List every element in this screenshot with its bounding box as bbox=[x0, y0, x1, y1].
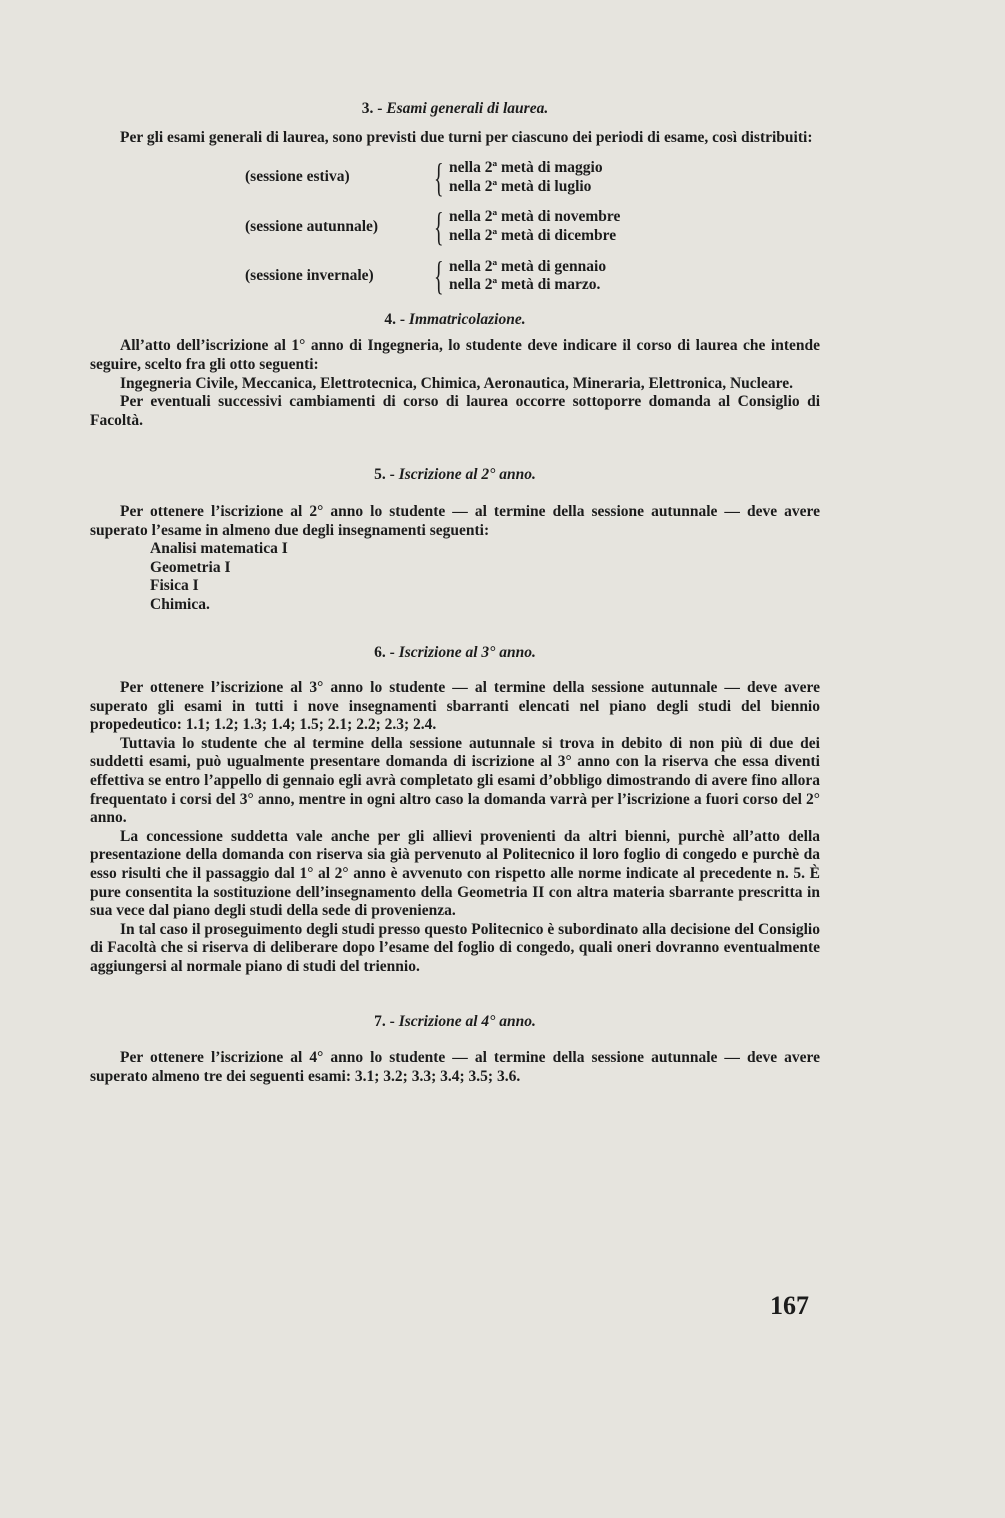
brace: { bbox=[434, 154, 444, 200]
session-months bbox=[449, 258, 606, 295]
section-6-paragraph: In tal caso il proseguimento degli studi presso questo Politecnico è subordinato alla decisione del Consiglio di Facoltà che si riserva di deliberare dopo l’esame del foglio di congedo, quali oneri dovranno eventualmente aggiungersi al normale piano di studi del triennio. bbox=[90, 920, 820, 975]
section-7-heading bbox=[90, 1013, 820, 1032]
section-3-title: Esami generali di laurea. bbox=[386, 100, 549, 117]
subject-item: Geometria I bbox=[150, 558, 231, 576]
section-4-paragraph: Ingegneria Civile, Meccanica, Elettrotecnica, Chimica, Aeronautica, Mineraria, Elettronica, Nucleare. bbox=[120, 374, 793, 392]
session-month: nella 2ª metà di dicembre bbox=[449, 226, 617, 244]
section-5-heading bbox=[90, 466, 820, 485]
section-5-title: Iscrizione al 2° anno. bbox=[398, 466, 536, 484]
session-month: nella 2ª metà di gennaio bbox=[449, 257, 607, 275]
exam-sessions bbox=[245, 154, 820, 299]
session-label: (sessione autunnale) bbox=[245, 217, 379, 235]
session-label: (sessione estiva) bbox=[245, 168, 350, 186]
section-7-paragraph: Per ottenere l’iscrizione al 4° anno lo studente — al termine della sessione autunnale — deve avere superato almeno tre dei seguenti esami: 3.1; 3.2; 3.3; 3.4; 3.5; 3.6. bbox=[90, 1049, 820, 1085]
section-3-number: 3. - bbox=[361, 100, 383, 117]
session-month: nella 2ª metà di marzo. bbox=[449, 276, 601, 294]
section-6-paragraph: Per ottenere l’iscrizione al 3° anno lo studente — al termine della sessione autunnale — deve avere superato gli esami in tutti i nove insegnamenti sbarranti elencati nel piano degli studi del biennio propedeutico: 1.1; 1.2; 1.3; 1.4; 1.5; 2.1; 2.2; 2.3; 2.4. bbox=[90, 679, 820, 734]
brace: { bbox=[434, 253, 444, 299]
session-month: nella 2ª metà di luglio bbox=[449, 177, 592, 195]
session-summer bbox=[245, 154, 820, 200]
subject-item: Chimica. bbox=[150, 595, 210, 613]
section-6-title: Iscrizione al 3° anno. bbox=[398, 644, 536, 662]
subject-item: Analisi matematica I bbox=[150, 540, 288, 558]
section-7-title: Iscrizione al 4° anno. bbox=[398, 1012, 536, 1030]
session-autumn bbox=[245, 203, 820, 249]
session-months bbox=[449, 159, 603, 196]
subject-list bbox=[150, 540, 820, 614]
section-3-heading bbox=[90, 100, 820, 119]
section-4-paragraph: Per eventuali successivi cambiamenti di corso di laurea occorre sottoporre domanda al Consiglio di Facoltà. bbox=[90, 393, 820, 429]
section-5-paragraph: Per ottenere l’iscrizione al 2° anno lo studente — al termine della sessione autunnale — deve avere superato l’esame in almeno due degli insegnamenti seguenti: bbox=[90, 502, 820, 539]
session-month: nella 2ª metà di maggio bbox=[449, 159, 603, 177]
section-6-paragraph: La concessione suddetta vale anche per gli allievi provenienti da altri bienni, purchè all’atto della presentazione della domanda con riserva sia già pervenuto al Politecnico il loro foglio di congedo e purchè da esso risulti che il passaggio dal 1° al 2° anno è avvenuto con rispetto alle norme indicate al precedente n. 5. È pure consentita la sostituzione dell’insegnamento della Geometria II con altra materia sbarrante prescritta in sua vece dal piano degli studi della sede di provenienza. bbox=[90, 827, 820, 920]
section-6-heading bbox=[90, 644, 820, 663]
brace: { bbox=[434, 203, 444, 249]
section-4-title: Immatricolazione. bbox=[408, 310, 526, 328]
section-4-heading bbox=[90, 311, 820, 330]
section-6-paragraph: Tuttavia lo studente che al termine della sessione autunnale si trova in debito di non più di due dei suddetti esami, può ugualmente presentare domanda di iscrizione al 3° anno con la riserva che essa diventi effettiva se entro l’appello di gennaio egli avrà completato gli esami d’obbligo dimostrando di avere fino allora frequentato i corsi del 3° anno, mentre in ogni altro caso la domanda varrà per l’iscrizione a fuori corso del 2° anno. bbox=[90, 734, 820, 827]
section-3-intro: Per gli esami generali di laurea, sono previsti due turni per ciascuno dei periodi di esame, così distribuiti: bbox=[120, 128, 813, 146]
section-6-number: 6. - bbox=[374, 644, 395, 662]
page-content bbox=[90, 100, 820, 1086]
session-months bbox=[449, 208, 620, 245]
session-winter bbox=[245, 253, 820, 299]
section-4-paragraph: All’atto dell’iscrizione al 1° anno di Ingegneria, lo studente deve indicare il corso di laurea che intende seguire, scelto fra gli otto seguenti: bbox=[90, 337, 820, 373]
section-7-number: 7. - bbox=[374, 1012, 395, 1030]
page-number: 167 bbox=[770, 1291, 809, 1320]
subject-item: Fisica I bbox=[150, 577, 199, 595]
session-label: (sessione invernale) bbox=[245, 266, 374, 284]
section-4-number: 4. - bbox=[384, 310, 406, 328]
session-month: nella 2ª metà di novembre bbox=[449, 208, 621, 226]
section-5-number: 5. - bbox=[374, 466, 395, 484]
